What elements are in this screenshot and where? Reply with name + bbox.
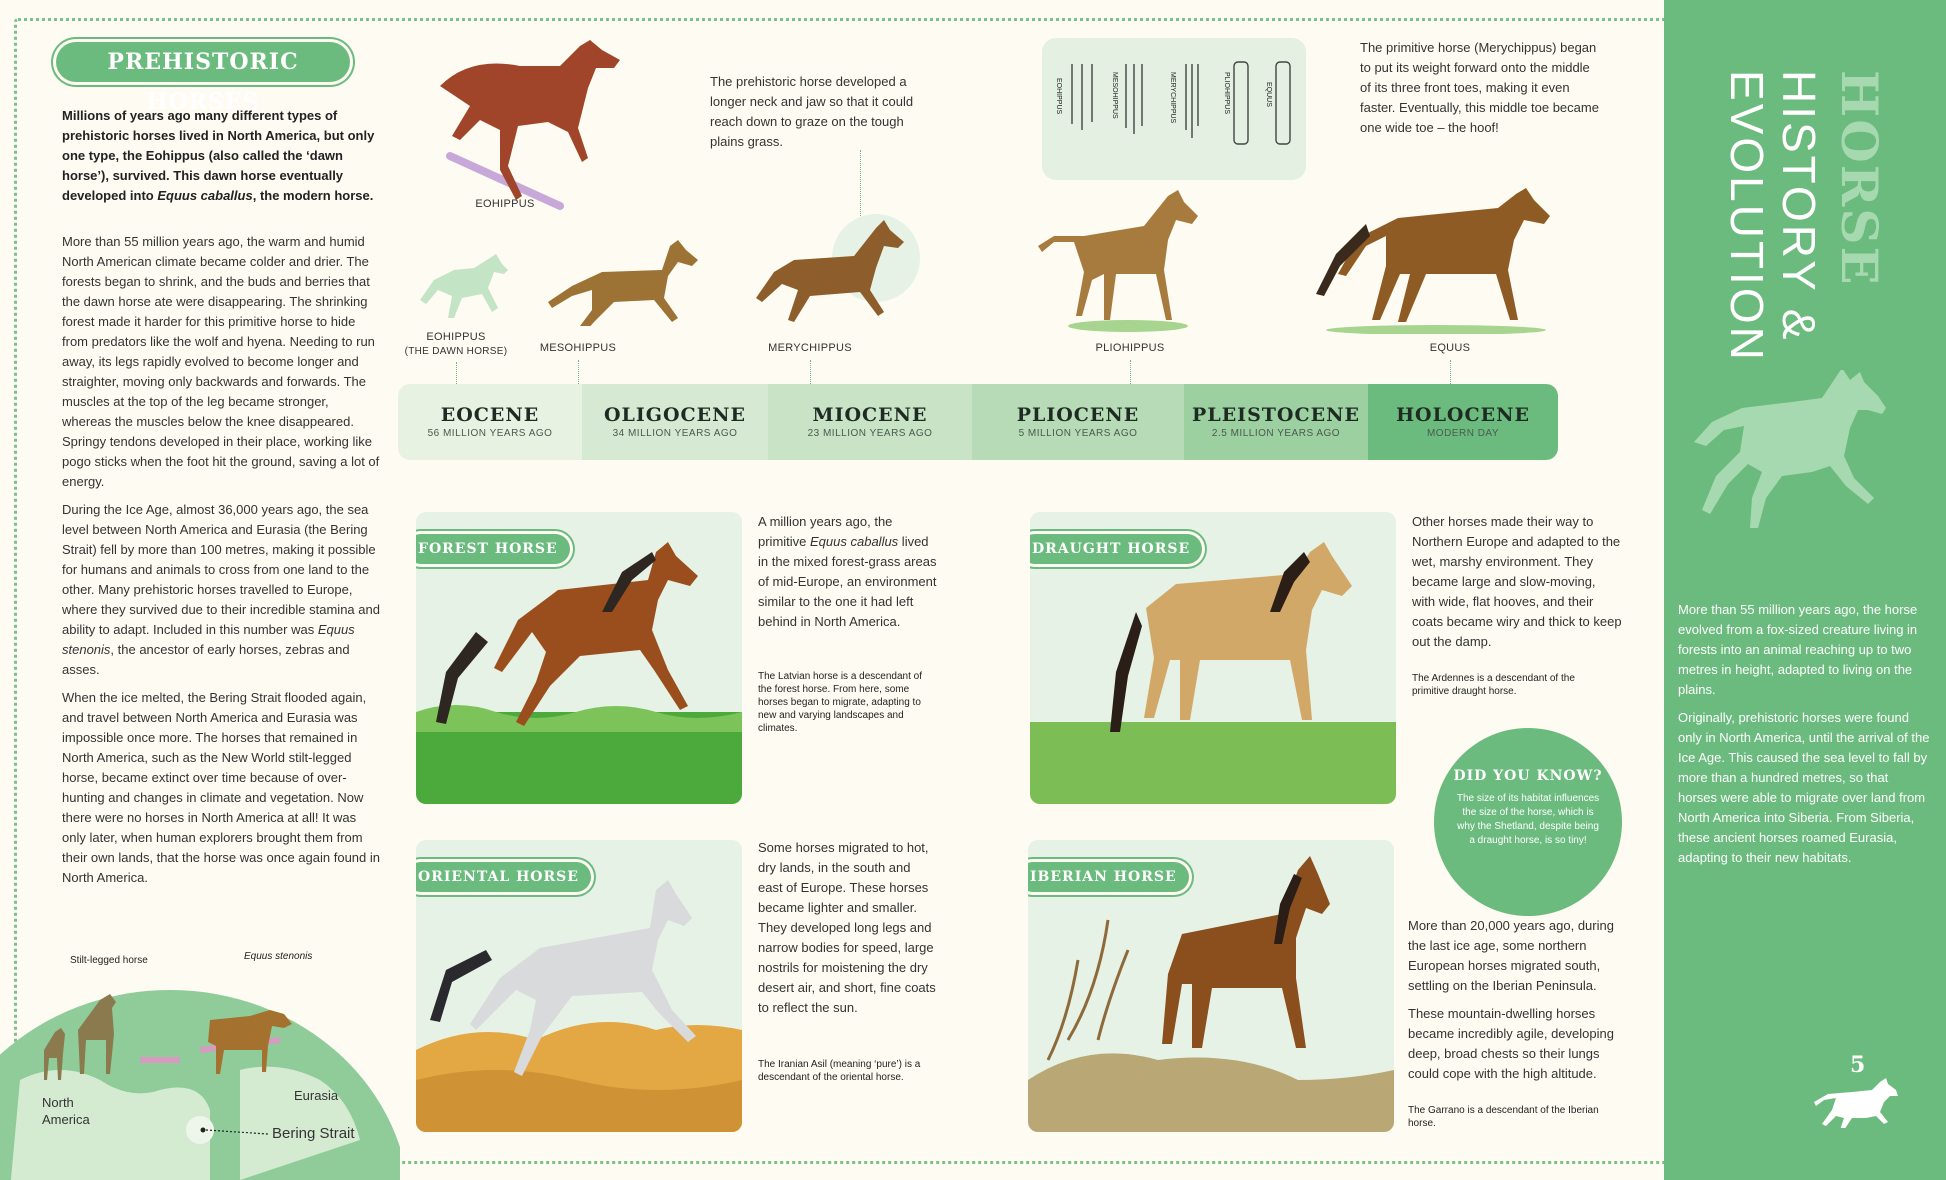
iberian-horse-note: The Garrano is a descendant of the Iberian horse.: [1408, 1105, 1599, 1129]
connector-line: [1450, 360, 1451, 384]
toe-diagram: [1042, 38, 1306, 180]
left-column-text: [62, 232, 380, 896]
equus-illustration: [1306, 184, 1566, 334]
iberian-horse-tag: IBERIAN HORSE: [1028, 862, 1189, 892]
bering-strait-label: Bering Strait: [272, 1125, 355, 1142]
draught-horse-text: Other horses made their way to Northern Europe and adapted to the wet, marshy environment. They became large and slow-moving, with wide, flat hooves, and their coats became wiry and thick to keep out the damp.: [1412, 514, 1622, 649]
stilt-legged-label: Stilt-legged horse: [70, 955, 148, 966]
forest-horse-card: [416, 512, 742, 804]
timeline-eocene: EOCENE 56 MILLION YEARS AGO: [398, 384, 582, 460]
paragraph: More than 55 million years ago, the warm and humid North American climate became colder and drier. The forests began to shrink, and the buds and berries that the dawn horse ate were disappearing. The shrinking forest made it harder for this primitive horse to hide from predators like the wolf and hyena. Needing to run away, its legs rapidly evolved to become longer and straighter, moving only backwards and forwards. The muscles at the top of the leg became stronger, whereas the muscles below the knee disappeared. Springy tendons developed in their place, working like pogo sticks when the foot hit the ground, saving a lot of energy.: [62, 234, 380, 489]
title-evolution: EVOLUTION: [1721, 70, 1773, 363]
bering-strait-map: [0, 960, 400, 1180]
sidebar-text: [1678, 600, 1930, 876]
forest-horse-text: A million years ago, the primitive Equus caballus lived in the mixed forest-grass areas of mid-Europe, an environment similar to the one it had left behind in North America.: [758, 514, 937, 629]
iberian-horse-text-1: More than 20,000 years ago, during the last ice age, some northern European horses migrated south, settling on the Iberian Peninsula.: [1408, 918, 1614, 993]
title-history: HISTORY &: [1773, 70, 1825, 343]
eohippus-label: EOHIPPUS (THE DAWN HORSE): [404, 331, 508, 357]
toe-label: MESOHIPPUS: [1111, 72, 1118, 119]
draught-horse-note: The Ardennes is a descendant of the primitive draught horse.: [1412, 673, 1575, 697]
timeline-holocene: HOLOCENE MODERN DAY: [1368, 384, 1558, 460]
sidebar-horse-silhouette: [1690, 370, 1900, 560]
connector-line: [810, 360, 811, 384]
timeline-miocene: MIOCENE 23 MILLION YEARS AGO: [768, 384, 972, 460]
timeline-pleistocene: PLEISTOCENE 2.5 MILLION YEARS AGO: [1184, 384, 1368, 460]
timeline-oligocene: OLIGOCENE 34 MILLION YEARS AGO: [582, 384, 768, 460]
oriental-horse-tag: ORIENTAL HORSE: [416, 862, 591, 892]
timeline-pliocene: PLIOCENE 5 MILLION YEARS AGO: [972, 384, 1184, 460]
draught-horse-tag: DRAUGHT HORSE: [1030, 534, 1202, 564]
north-america-label: North America: [42, 1095, 90, 1127]
geologic-timeline: [398, 384, 1558, 460]
neck-caption: The prehistoric horse developed a longer neck and jaw so that it could reach down to graze on the tough plains grass.: [710, 74, 914, 149]
mesohippus-illustration: [530, 236, 700, 326]
equus-label: EQUUS: [1429, 342, 1471, 354]
merychippus-illustration: [746, 214, 926, 330]
pliohippus-illustration: [1038, 186, 1208, 336]
eohippus-top-label: EOHIPPUS: [475, 198, 535, 210]
eohippus-illustration: [420, 36, 650, 216]
paragraph: During the Ice Age, almost 36,000 years ago, the sea level between North America and Eurasia (the Bering Strait) fell by more than 100 metres, making it possible for humans and animals to cross from one land to the other. Many prehistoric horses travelled to Europe, where they survived due to their incredible stamina and ability to adapt. Included in this number was Equus stenonis, the ancestor of early horses, zebras and asses.: [62, 502, 380, 677]
mesohippus-label: MESOHIPPUS: [539, 342, 617, 354]
connector-line: [456, 362, 457, 384]
forest-horse-tag: FOREST HORSE: [416, 534, 570, 564]
iberian-horse-text-2: These mountain-dwelling horses became incredibly agile, developing deep, broad chests so their lungs could cope with the high altitude.: [1408, 1006, 1614, 1081]
equus-stenonis-label: Equus stenonis: [244, 951, 313, 962]
toe-caption: The primitive horse (Merychippus) began to put its weight forward onto the middle of its three front toes, making it even faster. Eventually, this middle toe became one wide toe – the hoof!: [1360, 40, 1599, 135]
did-you-know-badge: [1434, 728, 1622, 916]
toe-label: EQUUS: [1265, 82, 1272, 107]
connector-line: [1130, 360, 1131, 384]
sidebar-title: [1720, 70, 1889, 370]
page-title: PREHISTORIC HORSES: [56, 42, 350, 82]
merychippus-label: MERYCHIPPUS: [768, 342, 852, 354]
did-you-know-title: DID YOU KNOW?: [1453, 768, 1603, 784]
oriental-horse-text: Some horses migrated to hot, dry lands, in the south and east of Europe. These horses became lighter and smaller. They developed long legs and narrow bodies for speed, large nostrils for moistening the dry desert air, and short, fine coats to reflect the sun.: [758, 840, 936, 1015]
iberian-horse-card: [1028, 840, 1394, 1132]
toe-label: EOHIPPUS: [1055, 78, 1062, 115]
eohippus-silhouette: [420, 252, 510, 324]
sidebar-paragraph: Originally, prehistoric horses were found only in North America, until the arrival of the Ice Age. This caused the sea level to fall by more than a hundred metres, so that horses were able to migrate over land from North America into Siberia. From Siberia, these ancient horses roamed Eurasia, adapting to their new habitats.: [1678, 710, 1930, 865]
pliohippus-label: PLIOHIPPUS: [1095, 342, 1165, 354]
eurasia-label: Eurasia: [294, 1088, 339, 1103]
toe-label: MERYCHIPPUS: [1169, 72, 1176, 124]
footer-horse-icon: [1810, 1078, 1900, 1128]
forest-horse-note: The Latvian horse is a descendant of the forest horse. From here, some horses began to migrate, adapting to new and varying landscapes and climates.: [758, 671, 922, 734]
intro-text: Millions of years ago many different types of prehistoric horses lived in North America, but only one type, the Eohippus (also called the ‘dawn horse’), survived. This dawn horse eventually developed into Equus caballus, the modern horse.: [62, 108, 375, 203]
oriental-horse-card: [416, 840, 742, 1132]
title-horse: HORSE: [1830, 70, 1889, 287]
paragraph: When the ice melted, the Bering Strait flooded again, and travel between North America and Eurasia was impossible once more. The horses that remained in North America, such as the New World stilt-legged horse, became extinct over time because of over-hunting and changes in climate and vegetation. Now there were no horses in North America at all! It was only later, when human explorers brought them from their own lands, that the horse was once again found in North America.: [62, 690, 380, 885]
oriental-horse-note: The Iranian Asil (meaning ‘pure’) is a descendant of the oriental horse.: [758, 1059, 921, 1083]
did-you-know-text: The size of its habitat influences the size of the horse, which is why the Shetland, despite being a draught horse, is so tiny!: [1456, 793, 1600, 846]
draught-horse-card: [1030, 512, 1396, 804]
page-number: 5: [1850, 1052, 1866, 1078]
sidebar-paragraph: More than 55 million years ago, the horse evolved from a fox-sized creature living in forests into an animal reaching up to two metres in height, adapted to living on the plains.: [1678, 602, 1918, 697]
connector-line: [578, 360, 579, 384]
toe-label: PLIOHIPPUS: [1223, 72, 1230, 115]
